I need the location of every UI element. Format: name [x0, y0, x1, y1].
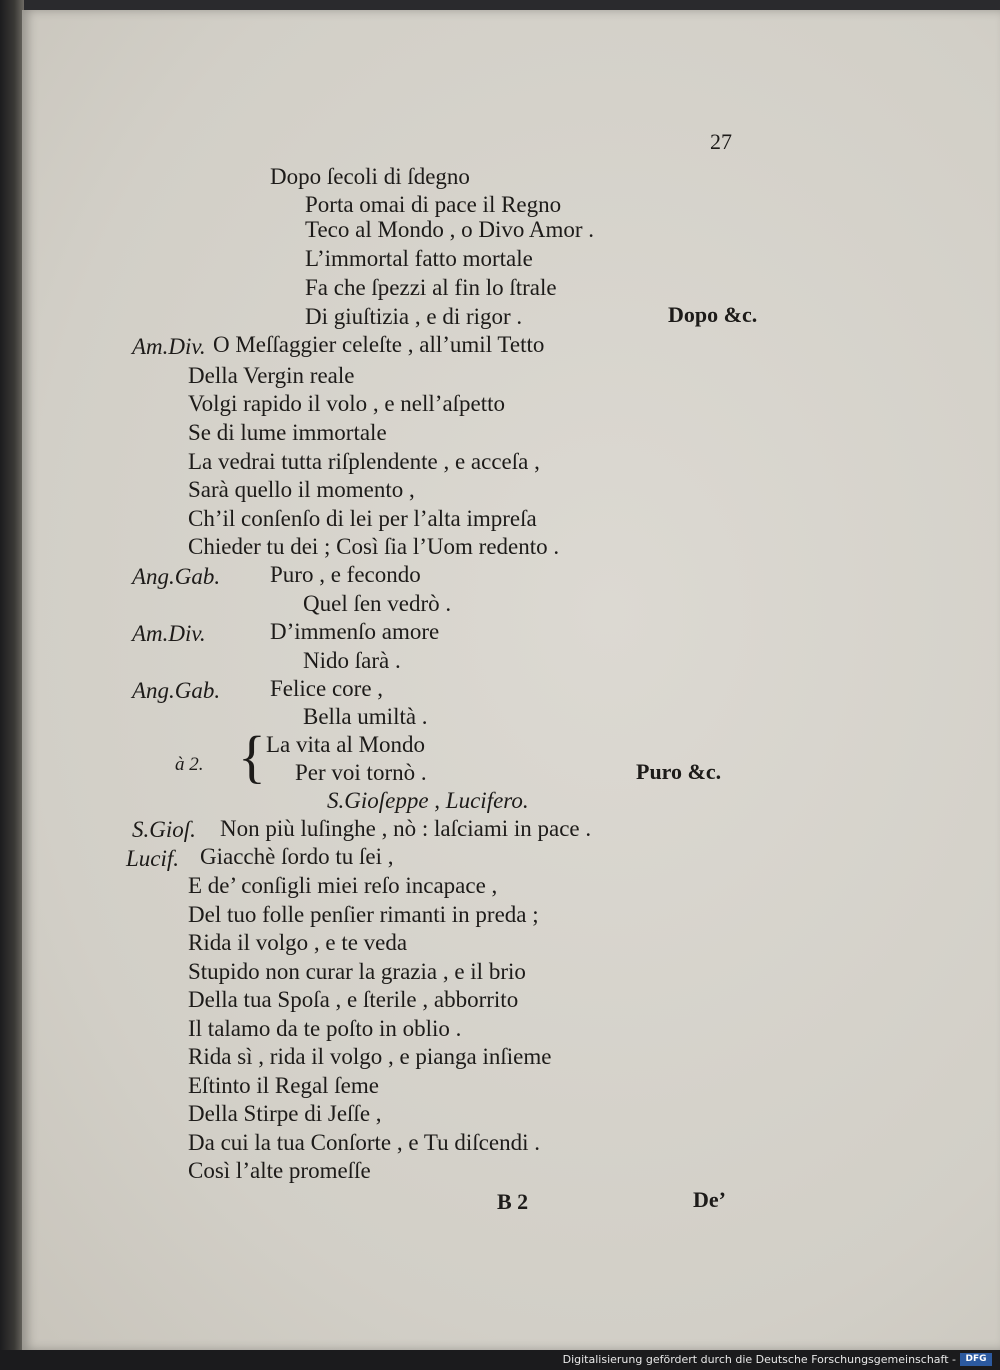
verse-line: Rida sì , rida il volgo , e pianga inſieme — [188, 1044, 552, 1069]
verse-line: Sarà quello il momento , — [188, 477, 415, 502]
dfg-logo-icon: DFG — [960, 1353, 992, 1366]
speaker-label: Ang.Gab. — [132, 564, 221, 589]
verse-line: Di giuſtizia , e di rigor . — [305, 304, 523, 329]
verse-line: Da cui la tua Conſorte , e Tu diſcendi . — [188, 1130, 540, 1155]
verse-line: D’immenſo amore — [270, 619, 440, 644]
verse-line: Fa che ſpezzi al fin lo ſtrale — [305, 275, 557, 300]
curly-brace-icon: { — [238, 724, 266, 789]
speaker-label: Am.Div. — [132, 334, 206, 359]
verse-line: Felice core , — [270, 676, 384, 701]
verse-line: Giacchè ſordo tu ſei , — [200, 844, 394, 869]
verse-line: Rida il volgo , e te veda — [188, 930, 408, 955]
verse-line: E de’ conſigli miei reſo incapace , — [188, 873, 498, 898]
verse-line: Stupido non curar la grazia , e il brio — [188, 959, 526, 984]
verse-line: Se di lume immortale — [188, 420, 387, 445]
signature-mark: B 2 — [497, 1189, 529, 1214]
verse-line: Nido ſarà . — [303, 648, 401, 673]
digitization-footer — [0, 1350, 1000, 1370]
footer-credit-text: Digitalisierung gefördert durch die Deutsche Forschungsgemeinschaft - — [562, 1353, 956, 1366]
verse-line: Del tuo folle penſier rimanti in preda ; — [188, 902, 539, 927]
page-number: 27 — [710, 129, 732, 154]
speaker-label: S.Gioſ. — [132, 817, 196, 842]
speaker-label: Lucif. — [126, 846, 180, 871]
verse-line: O Meſſaggier celeſte , all’umil Tetto — [213, 332, 545, 357]
verse-line: Chieder tu dei ; Così ſia l’Uom redento . — [188, 534, 560, 559]
verse-line: La vita al Mondo — [266, 732, 426, 757]
verse-line: Della Vergin reale — [188, 363, 355, 388]
verse-line: Della Stirpe di Jeſſe , — [188, 1101, 382, 1126]
speaker-label: à 2. — [175, 754, 204, 775]
catchword: De’ — [693, 1187, 726, 1212]
scene-heading: S.Gioſeppe , Lucifero. — [327, 788, 529, 813]
verse-line: Puro , e fecondo — [270, 562, 421, 587]
speaker-label: Ang.Gab. — [132, 678, 221, 703]
refrain-cue: Puro &c. — [636, 759, 722, 784]
speaker-label: Am.Div. — [132, 621, 206, 646]
verse-line: L’immortal fatto mortale — [305, 246, 533, 271]
verse-line: Bella umiltà . — [303, 704, 428, 729]
verse-line: Così l’alte promeſſe — [188, 1158, 371, 1183]
verse-line: Ch’il conſenſo di lei per l’alta impreſa — [188, 506, 537, 531]
verse-line: Quel ſen vedrò . — [303, 591, 452, 616]
verse-line: Teco al Mondo , o Divo Amor . — [305, 217, 595, 242]
refrain-cue: Dopo &c. — [668, 302, 758, 327]
book-spine-shadow — [0, 0, 24, 1370]
verse-line: Porta omai di pace il Regno — [305, 192, 562, 217]
verse-line: Della tua Spoſa , e ſterile , abborrito — [188, 987, 519, 1012]
verse-line: Non più luſinghe , nò : laſciami in pace . — [220, 816, 592, 841]
verse-line: Per voi tornò . — [295, 760, 427, 785]
verse-line: Dopo ſecoli di ſdegno — [270, 164, 470, 189]
verse-line: La vedrai tutta riſplendente , e acceſa , — [188, 449, 540, 474]
verse-line: Il talamo da te poſto in oblio . — [188, 1016, 462, 1041]
verse-line: Eſtinto il Regal ſeme — [188, 1073, 379, 1098]
verse-line: Volgi rapido il volo , e nell’aſpetto — [188, 391, 506, 416]
